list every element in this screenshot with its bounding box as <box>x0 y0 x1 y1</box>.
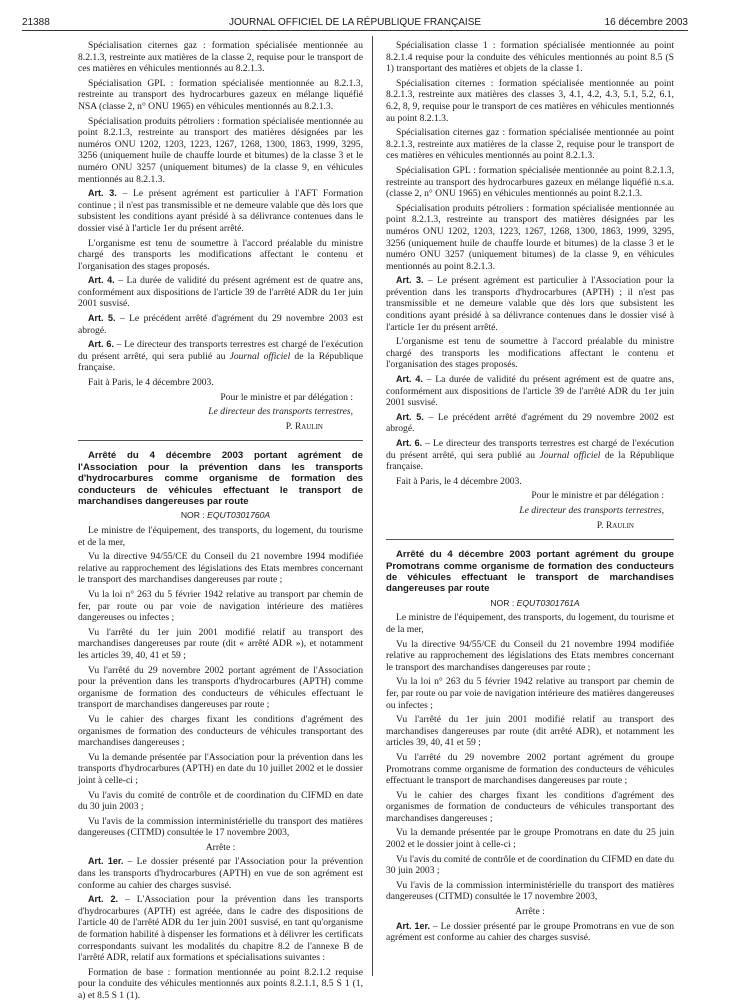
nor-code: EQUT0301761A <box>516 597 580 608</box>
article-label: Art. 6. <box>396 438 423 448</box>
article-label: Art. 5. <box>396 411 424 422</box>
column-divider <box>372 36 373 976</box>
right-column <box>386 40 674 947</box>
article-label: Art. 5. <box>88 313 116 324</box>
paragraph: Vu la loi n° 263 du 5 février 1942 relative au transport par chemin de fer, par route ou par voie de navigation intérieure des matières dangereuses ou infectes ; <box>386 676 674 711</box>
article-label: Art. 2. <box>88 894 119 905</box>
signature-name: P. Raulin <box>285 420 323 432</box>
article-text: – Le dossier présenté par l'Association pour la prévention dans les transports d'hydrocarbures (APTH) en vue de son agrément est conforme au cahier des charges susvisé. <box>78 856 363 891</box>
paragraph: Vu l'avis de la commission interministérielle du transport des matières dangereuses (CITMD) consultée le 17 novembre 2003, <box>78 815 363 839</box>
decree-title: Arrêté du 4 décembre 2003 portant agrément du groupe Promotrans comme organisme de formation des conducteurs de véhicules effectuant le transport de marchandises dangereuses par route <box>386 549 674 595</box>
paragraph: Spécialisation citernes : formation spécialisée mentionnée au point 8.2.1.3, restreinte aux matières des classes 3, 4.1, 4.2, 4.3, 5.1, 5.2, 6.1, 6.2, 8, 9, requise pour le transport de ces matières en véhicules mentionnés au point 8.2.1.3. <box>386 77 674 124</box>
nor-reference <box>78 510 363 522</box>
nor-label: NOR : <box>490 597 517 608</box>
article-text: de la République française. <box>386 449 675 473</box>
paragraph: Spécialisation GPL : formation spécialisée mentionnée au 8.2.1.3, restreinte au transport des hydrocarbures gazeux en mélange liquéfié NSA (classe 2, n° ONU 1965) en véhicules mentionnés au 8.2.1.3. <box>78 77 363 112</box>
article-label: Art. 6. <box>88 339 114 350</box>
article-text: – L'Association pour la prévention dans les transports d'hydrocarbures (APTH) est agréée, dans le cadre des dispositions de l'article 40 de l'arrêté ADR du 1er juin 2001 susvisé, en tant qu'organisme de formation habilité à dispenser les formations et à délivrer les certificats correspondants suivant les modalités du chapitre 8.2 de l'annexe B de l'arrêté ADR, relatif aux formations et spécialisations suivantes : <box>78 894 363 964</box>
paragraph: Vu la demande présentée par le groupe Promotrans en date du 25 juin 2002 et le dossier joint à celle-ci ; <box>386 827 674 851</box>
signature-role: Le directeur des transports terrestres, <box>208 406 353 418</box>
paragraph: Spécialisation GPL : formation spécialisée mentionnée au point 8.2.1.3, restreinte au transport des hydrocarbures gazeux en mélange liquéfié n.s.a. (classe 2, n° ONU 1965) en véhicules mentionnés au point 8.2.1.3. <box>386 164 674 200</box>
article-label: Art. 3. <box>396 275 424 286</box>
article-4 <box>78 275 363 310</box>
paragraph: Formation de base : formation mentionnée au point 8.2.1.2 requise pour la conduite des véhicules mentionnés aux points 8.2.1.1, 8.5 S 1 (1, a) et 8.5 S 1 (1). <box>78 966 363 1001</box>
paragraph: Vu l'arrêté du 1er juin 2001 modifié relatif au transport des marchandises dangereuses par route (dit « arrêté ADR »), et notamment les articles 39, 40, 41 et 59 ; <box>78 626 363 661</box>
done-at: Fait à Paris, le 4 décembre 2003. <box>88 377 214 389</box>
article-label: Art. 1er. <box>396 920 431 931</box>
article-6 <box>78 339 363 374</box>
paragraph: Spécialisation citernes gaz : formation spécialisée mentionnée au point 8.2.1.3, restreinte aux matières de la classe 2, requise pour le transport de ces matières en véhicules mentionnés au point 8.2.1.3. <box>386 127 674 162</box>
article-3 <box>386 275 674 333</box>
signature-for: Pour le ministre et par délégation : <box>220 391 353 403</box>
left-column <box>78 40 363 1005</box>
signature-name: P. Raulin <box>596 519 634 531</box>
article-text: – La durée de validité du présent agrément est de quatre ans, conformément aux dispositions de l'article 39 de l'arrêté ADR du 1er juin 2001 susvisé. <box>78 275 364 310</box>
paragraph: Spécialisation produits pétroliers : formation spécialisée mentionnée au point 8.2.1.3, restreinte au transport des matières désignées par les numéros ONU 1202, 1203, 1223, 1267, 1268, 1300, 1863, 1999, 3295, 3256 (uniquement huile de chauffe lourde et bitumes) de la classe 3 et le numéro ONU 3257 (uniquement bitumes) de la classe 9, en véhicules mentionnés au point 8.2.1.3. <box>386 202 674 272</box>
article-5 <box>78 313 363 336</box>
paragraph: Le ministre de l'équipement, des transports, du logement, du tourisme et de la mer, <box>78 525 363 548</box>
decree-title: Arrêté du 4 décembre 2003 portant agrément de l'Association pour la prévention dans les transports d'hydrocarbures comme organisme de formation des conducteurs de véhicules effectuant le transport de marchandises dangereuses par route <box>78 450 363 508</box>
journal-name: Journal officiel <box>539 449 601 461</box>
paragraph: L'organisme est tenu de soumettre à l'accord préalable du ministre chargé des transports les modifications affectant le contenu et l'organisation des stages proposés. <box>78 237 363 272</box>
article-4 <box>386 374 674 409</box>
paragraph: Vu l'avis du comité de contrôle et de coordination du CIFMD en date du 30 juin 2003 ; <box>386 853 674 877</box>
paragraph: Vu l'arrêté du 1er juin 2001 modifié relatif au transport des marchandises dangereuses par route (dit arrêté ADR), et notamment les articles 39, 40, 41 et 59 ; <box>386 714 674 749</box>
header-rule <box>22 30 688 31</box>
page-header <box>22 11 688 31</box>
paragraph: Vu l'arrêté du 29 novembre 2002 portant agrément de l'Association pour la prévention dans les transports d'hydrocarbures (APTH) comme organisme de formation des conducteurs de véhicules effectuant le transport de marchandises dangereuses par route ; <box>78 664 363 711</box>
journal-name: Journal officiel <box>229 350 291 362</box>
arrete-heading: Arrête : <box>205 841 236 853</box>
article-label: Art. 4. <box>396 374 423 385</box>
article-text: – Le précédent arrêté d'agrément du 29 novembre 2003 est abrogé. <box>78 313 363 336</box>
article-2 <box>78 894 363 964</box>
article-text: – La durée de validité du présent agrément est de quatre ans, conformément aux dispositions de l'article 39 de l'arrêté ADR du 1er juin 2001 susvisé. <box>386 374 674 409</box>
article-5 <box>386 412 674 435</box>
paragraph: Vu le cahier des charges fixant les conditions d'agrément des organismes de formation des conducteurs de véhicules transportant des marchandises dangereuses ; <box>78 713 363 749</box>
article-text: – Le présent agrément est particulier à l'Association pour la prévention dans les transports d'hydrocarbures (APTH) ; il n'est pas transmissible et ne demeure valable que dès lors que subsistent les conditions ayant présidé à sa délivrance contenues dans le dossier visé à l'article 1er du présent arrêté. <box>386 275 674 333</box>
done-at: Fait à Paris, le 4 décembre 2003. <box>396 475 522 487</box>
article-text: – Le dossier présenté par le groupe Promotrans en vue de son agrément est conforme au cahier des charges susvisé. <box>386 920 674 944</box>
paragraph: Vu la demande présentée par l'Association pour la prévention dans les transports d'hydrocarbures (APTH) en date du 10 juillet 2002 et le dossier joint à celle-ci ; <box>78 751 363 786</box>
article-text: – Le précédent arrêté d'agrément du 29 novembre 2002 est abrogé. <box>386 411 675 435</box>
paragraph: Vu la loi n° 263 du 5 février 1942 relative au transport par chemin de fer, par route ou par voie de navigation intérieure des matières dangereuses ou infectes ; <box>78 589 363 624</box>
paragraph: Spécialisation citernes gaz : formation spécialisée mentionnée au 8.2.1.3, restreinte aux matières de la classe 2, requise pour le transport de ces matières en véhicules mentionnés au 8.2.1.3. <box>78 40 363 75</box>
paragraph: Vu l'avis de la commission interministérielle du transport des matières dangereuses (CITMD) consultée le 17 novembre 2003, <box>386 879 674 903</box>
nor-code: EQUT0301760A <box>207 510 271 521</box>
paragraph: Vu le cahier des charges fixant les conditions d'agrément des organismes de formation de conducteurs de véhicules transportant des marchandises dangereuses ; <box>386 789 674 824</box>
paragraph: Spécialisation classe 1 : formation spécialisée mentionnée au point 8.2.1.4 requise pour la conduite des véhicules mentionnés au point 8.5 (S 1) transportant des matières et objets de la classe 1. <box>386 40 674 75</box>
article-3 <box>78 188 363 234</box>
paragraph: Vu la directive 94/55/CE du Conseil du 21 novembre 1994 modifiée relative au rapprochement des législations des Etats membres concernant le transport des marchandises dangereuses par route ; <box>78 551 363 586</box>
article-1 <box>386 921 674 944</box>
issue-date: 16 décembre 2003 <box>604 17 688 28</box>
article-text: – Le directeur des transports terrestres est chargé de l'exécution du présent arrêté, qui sera publié au <box>78 339 363 362</box>
page-number: 21388 <box>22 17 50 28</box>
article-label: Art. 1er. <box>88 856 124 867</box>
article-6 <box>386 438 674 473</box>
signature-for: Pour le ministre et par délégation : <box>531 490 664 502</box>
arrete-heading: Arrête : <box>515 906 545 918</box>
signature-role: Le directeur des transports terrestres, <box>519 504 664 516</box>
article-1 <box>78 856 363 891</box>
article-text: – Le présent agrément est particulier à l'AFT Formation continue ; il n'est pas transmissible et ne demeure valable que dès lors que subsistent les conditions ayant présidé à sa délivrance contenues dans le dossier visé à l'article 1er du présent arrêté. <box>78 188 363 234</box>
section-divider <box>78 440 363 441</box>
article-label: Art. 3. <box>88 188 117 199</box>
paragraph: Le ministre de l'équipement, des transports, du logement, du tourisme et de la mer, <box>386 612 674 635</box>
nor-reference <box>386 598 674 610</box>
article-text: – Le directeur des transports terrestres est chargé de l'exécution du présent arrêté, qui sera publié au <box>386 438 674 461</box>
nor-label: NOR : <box>180 510 208 521</box>
paragraph: L'organisme est tenu de soumettre à l'accord préalable du ministre chargé des transports les modifications affectant le contenu et l'organisation des stages proposés. <box>386 336 674 371</box>
article-text: de la République française. <box>78 350 363 374</box>
paragraph: Vu l'arrêté du 29 novembre 2002 portant agrément du groupe Promotrans comme organisme de formation des conducteurs de véhicules effectuant le transport de marchandises dangereuses par route ; <box>386 751 674 787</box>
paragraph: Vu la directive 94/55/CE du Conseil du 21 novembre 1994 modifiée relative au rapprochement des législations des Etats membres concernant le transport des marchandises dangereuses par route ; <box>386 638 674 673</box>
paragraph: Spécialisation produits pétroliers : formation spécialisée mentionnée au point 8.2.1.3, restreinte au transport des matières désignées par les numéros ONU 1202, 1203, 1223, 1267, 1268, 1300, 1863, 1999, 3295, 3256 (uniquement huile de chauffe lourde et bitumes) de la classe 3 et le numéro ONU 3257 (uniquement bitumes) de la classe 9, en véhicules mentionnés au 8.2.1.3. <box>78 115 363 185</box>
journal-title: JOURNAL OFFICIEL DE LA RÉPUBLIQUE FRANÇAISE <box>228 17 482 28</box>
section-divider <box>386 539 674 540</box>
paragraph: Vu l'avis du comité de contrôle et de coordination du CIFMD en date du 30 juin 2003 ; <box>78 789 363 813</box>
article-label: Art. 4. <box>88 275 115 286</box>
